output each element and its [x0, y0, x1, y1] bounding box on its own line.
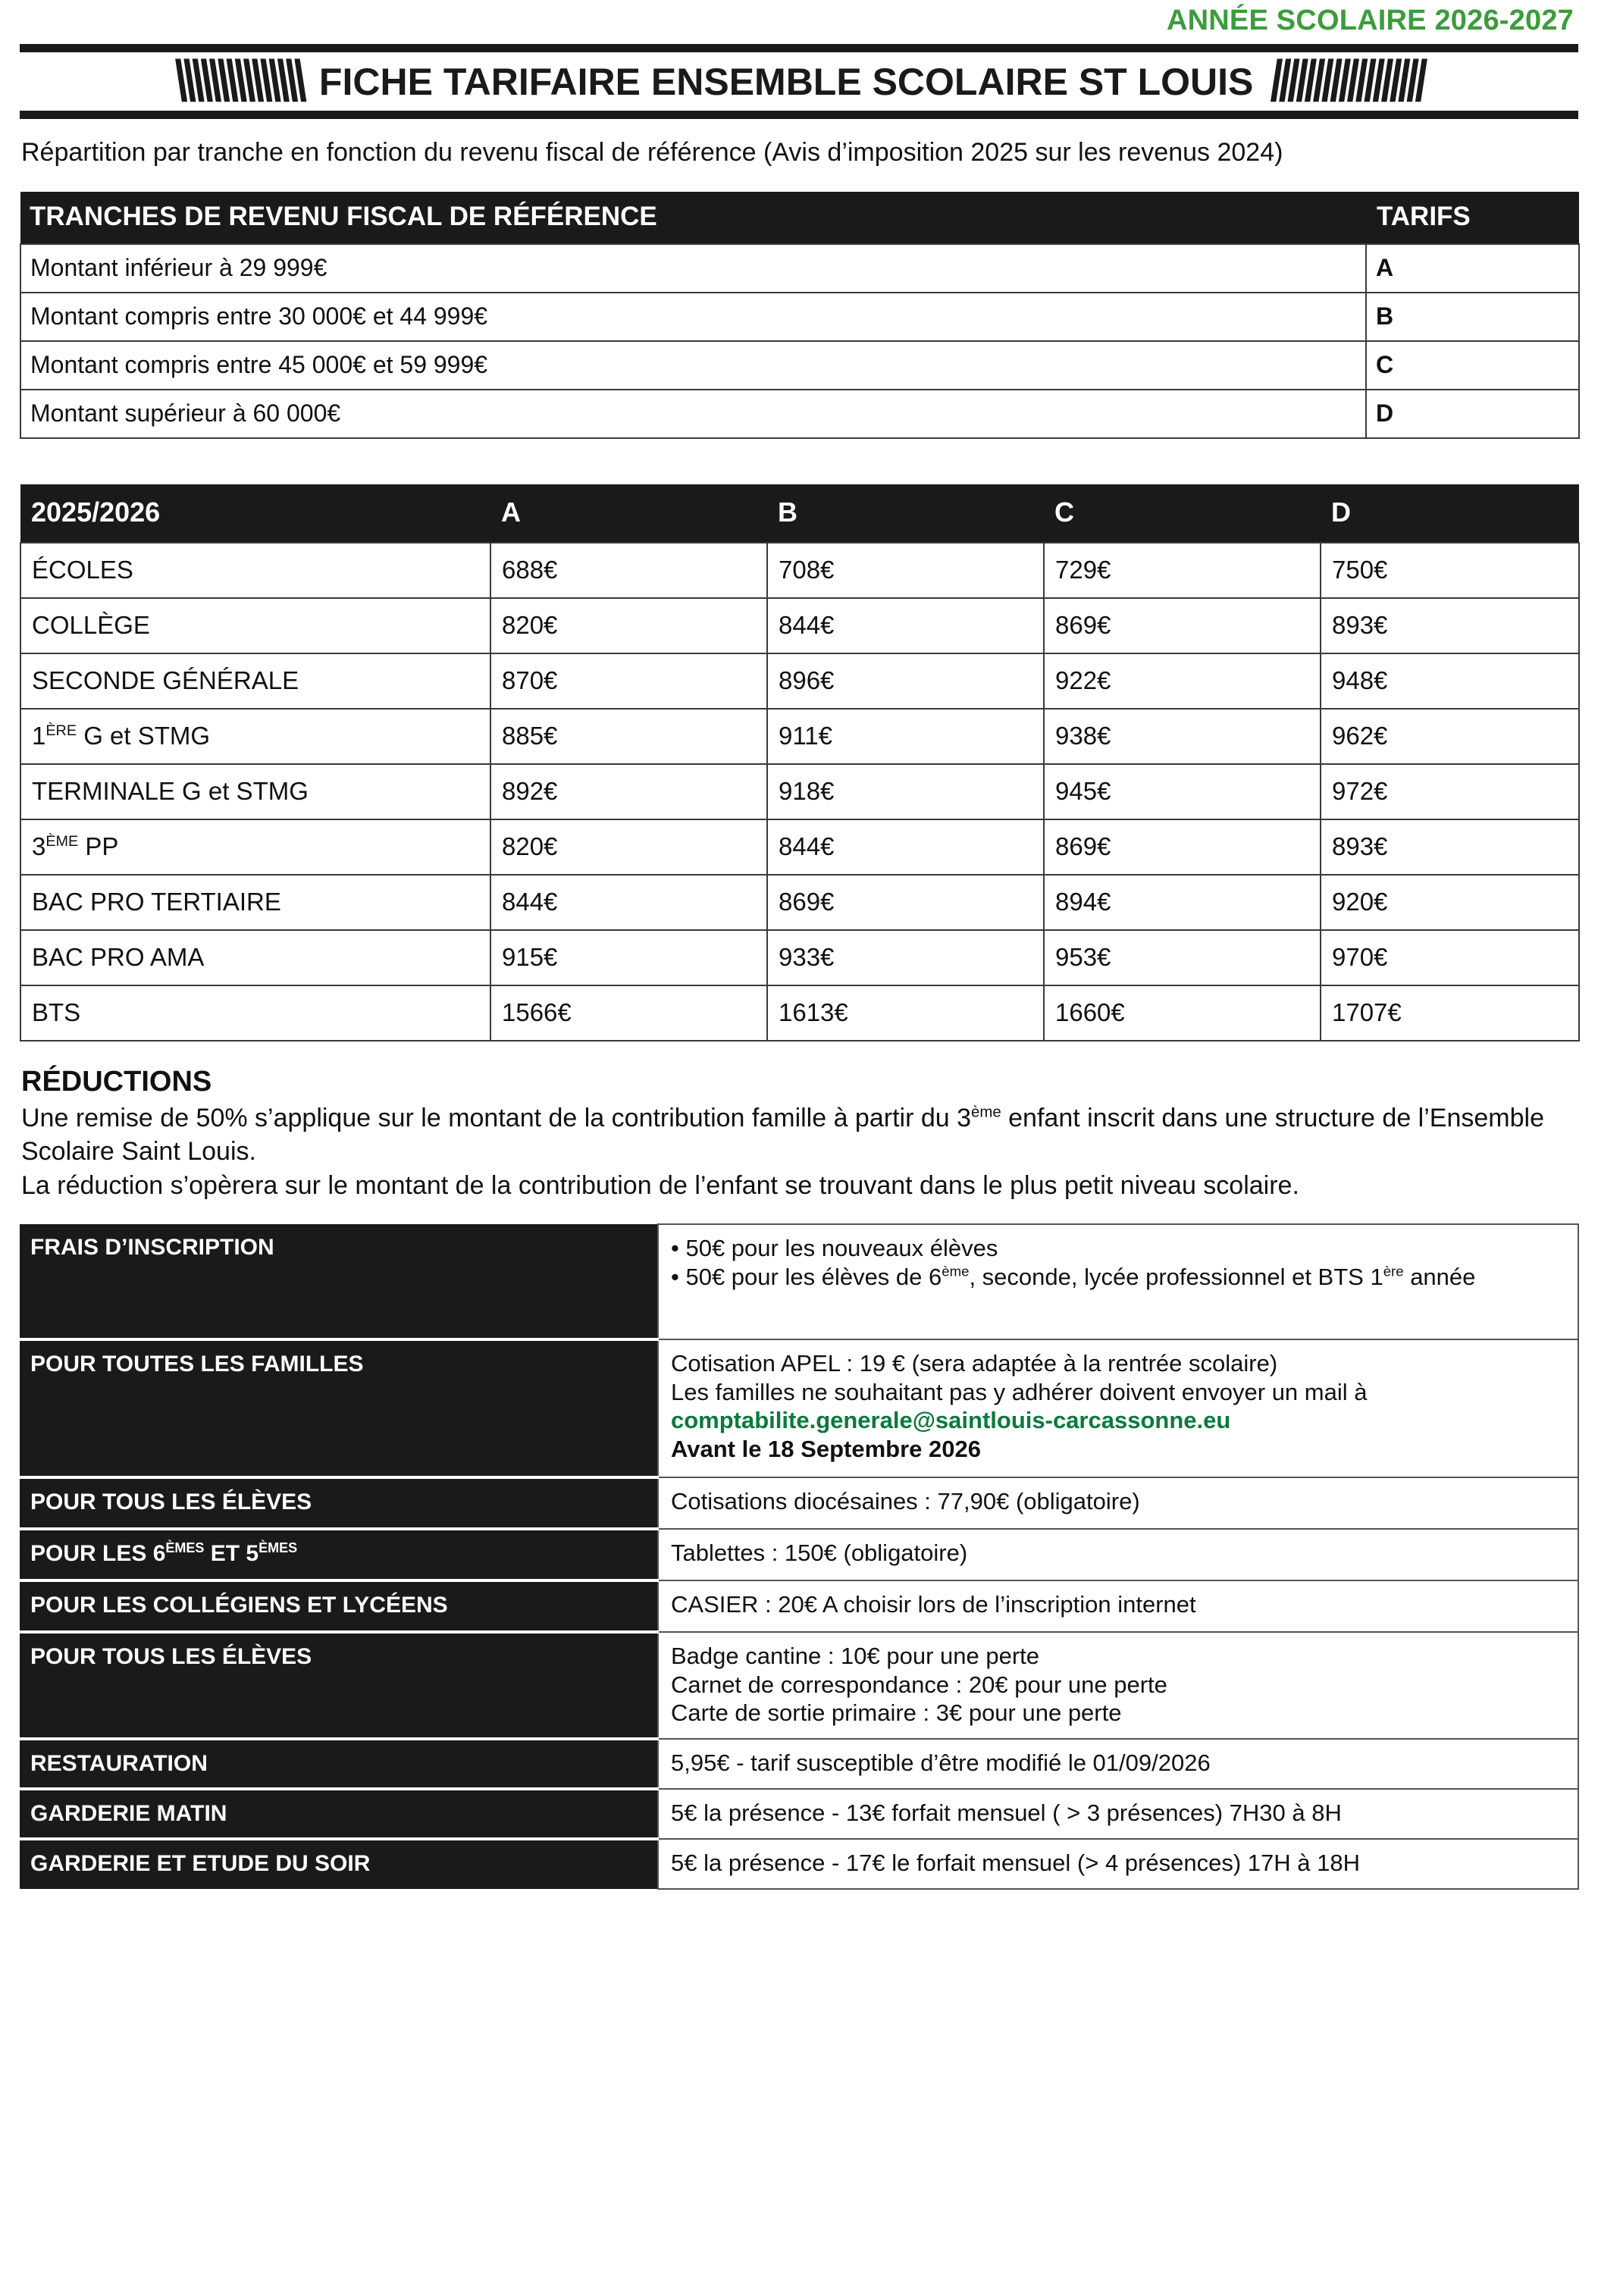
table-row: [20, 764, 1579, 819]
fees-row-inscription: [20, 1224, 1578, 1339]
hatch-right-decoration: //////////////////: [1270, 49, 1424, 113]
casier-line-1: CASIER : 20€ A choisir lors de l’inscription internet: [671, 1590, 1196, 1618]
fees-row-garderie-matin: [20, 1789, 1578, 1839]
accounting-email-link[interactable]: comptabilite.generale@saintlouis-carcassonne.eu: [671, 1407, 1231, 1434]
school-year-label: ANNÉE SCOLAIRE 2026-2027: [1166, 5, 1574, 36]
bracket-tarif: B: [1366, 293, 1579, 341]
tariff-cell-d: 962€: [1321, 709, 1579, 764]
fees-key-garderie-matin: GARDERIE MATIN: [20, 1789, 658, 1839]
tariff-cell-a: 688€: [490, 543, 767, 598]
fees-value-pertes: [658, 1632, 1578, 1739]
tariff-cell-b: 933€: [767, 930, 1044, 985]
fees-key-garderie-soir: GARDERIE ET ETUDE DU SOIR: [20, 1839, 658, 1889]
tariff-label-rest: PP: [78, 832, 119, 860]
tariff-cell-c: 938€: [1044, 709, 1321, 764]
tariff-cell-c: 869€: [1044, 819, 1321, 875]
familles-line-1: Cotisation APEL : 19 € (sera adaptée à la rentrée scolaire): [671, 1349, 1278, 1377]
tariff-cell-a: 870€: [490, 653, 767, 709]
fees-row-casier: [20, 1580, 1578, 1632]
fees-row-tablettes: [20, 1529, 1578, 1580]
table-row: [20, 293, 1579, 341]
fees-value-restauration: [658, 1739, 1578, 1789]
table-row: [20, 819, 1579, 875]
title-banner: [20, 44, 1578, 119]
reductions-line-1: [21, 1101, 1577, 1168]
table-row: [20, 598, 1579, 653]
fees-key-casier: POUR LES COLLÉGIENS ET LYCÉENS: [20, 1580, 658, 1632]
tariff-cell-c: 922€: [1044, 653, 1321, 709]
bracket-range: Montant compris entre 45 000€ et 59 999€: [20, 341, 1366, 390]
fees-key-restauration: RESTAURATION: [20, 1739, 658, 1789]
tariff-cell-d: 893€: [1321, 598, 1579, 653]
tariff-row-label: BAC PRO TERTIAIRE: [20, 875, 490, 930]
tariff-cell-a: 820€: [490, 819, 767, 875]
tariff-cell-a: 844€: [490, 875, 767, 930]
tariff-label-rest: G et STMG: [77, 721, 211, 750]
fees-row-diocesaines: [20, 1477, 1578, 1529]
tariff-col-header-b: B: [767, 484, 1044, 543]
pertes-line-2: Carnet de correspondance : 20€ pour une perte: [671, 1671, 1167, 1698]
fees-value-garderie-matin: [658, 1789, 1578, 1839]
reductions-line-1-sup: ème: [971, 1104, 1001, 1121]
tariff-cell-b: 1613€: [767, 985, 1044, 1041]
fees-row-pertes: [20, 1632, 1578, 1739]
tariff-row-label: TERMINALE G et STMG: [20, 764, 490, 819]
tariff-cell-c: 945€: [1044, 764, 1321, 819]
fees-key-familles: POUR TOUTES LES FAMILLES: [20, 1339, 658, 1477]
reductions-body: [21, 1101, 1577, 1202]
table-header-row: [20, 192, 1579, 244]
tablettes-sup-6emes: ÈMES: [165, 1540, 205, 1555]
tablettes-line-1: Tablettes : 150€ (obligatoire): [671, 1539, 968, 1566]
fees-row-garderie-soir: [20, 1839, 1578, 1889]
bracket-tarif: D: [1366, 390, 1579, 438]
tariff-table: [20, 484, 1580, 1042]
tariff-cell-c: 1660€: [1044, 985, 1321, 1041]
tariff-col-header-year: 2025/2026: [20, 484, 490, 543]
page-title: FICHE TARIFAIRE ENSEMBLE SCOLAIRE ST LOUIS: [318, 60, 1254, 103]
tariff-cell-a: 820€: [490, 598, 767, 653]
fees-key-diocesaines: POUR TOUS LES ÉLÈVES: [20, 1477, 658, 1529]
tariff-label-sup: ÈME: [45, 832, 79, 850]
fees-value-inscription: [658, 1224, 1578, 1339]
tariff-cell-c: 953€: [1044, 930, 1321, 985]
tariff-cell-b: 869€: [767, 875, 1044, 930]
tariff-label-sup: ÈRE: [45, 722, 77, 739]
inscription-sup-1ere: ère: [1383, 1263, 1404, 1280]
reductions-title: RÉDUCTIONS: [21, 1066, 212, 1098]
tariff-cell-a: 892€: [490, 764, 767, 819]
tariff-col-header-d: D: [1321, 484, 1579, 543]
tariff-cell-d: 972€: [1321, 764, 1579, 819]
inscription-bullet-2: • 50€ pour les élèves de 6ème, seconde, lycée professionnel et BTS 1ère année: [671, 1263, 1476, 1290]
inscription-sup-6eme: ème: [942, 1263, 970, 1280]
table-row: [20, 244, 1579, 293]
fees-key-pertes: POUR TOUS LES ÉLÈVES: [20, 1632, 658, 1739]
table-row: [20, 985, 1579, 1041]
bracket-range: Montant inférieur à 29 999€: [20, 244, 1366, 293]
bracket-range: Montant compris entre 30 000€ et 44 999€: [20, 293, 1366, 341]
intro-paragraph: Répartition par tranche en fonction du revenu fiscal de référence (Avis d’imposition 2025 sur les revenus 2024): [21, 138, 1283, 167]
tariff-row-label: COLLÈGE: [20, 598, 490, 653]
inscription-bullet-1: • 50€ pour les nouveaux élèves: [671, 1234, 998, 1261]
fees-value-familles: [658, 1339, 1578, 1477]
familles-line-2: Les familles ne souhaitant pas y adhérer doivent envoyer un mail à comptabilite.generale@saintlouis-carcassonne.eu: [671, 1378, 1368, 1434]
table-row: [20, 653, 1579, 709]
tariff-row-label: [20, 819, 490, 875]
income-brackets-table: [20, 192, 1580, 439]
reductions-line-1-b: enfant inscrit dans une structure de l’Ensemble Scolaire Saint Louis.: [21, 1104, 1544, 1167]
tariff-cell-b: 911€: [767, 709, 1044, 764]
tablettes-sup-5emes: ÈMES: [258, 1540, 298, 1555]
tariff-col-header-c: C: [1044, 484, 1321, 543]
tariff-label-base: 1: [32, 721, 46, 750]
fees-key-inscription: FRAIS D’INSCRIPTION: [20, 1224, 658, 1339]
fees-row-familles: [20, 1339, 1578, 1477]
tariff-cell-d: 948€: [1321, 653, 1579, 709]
garderie-soir-line-1: 5€ la présence - 17€ le forfait mensuel (> 4 présences) 17H à 18H: [671, 1850, 1360, 1877]
fees-table: [20, 1223, 1579, 1890]
tariff-row-label: BAC PRO AMA: [20, 930, 490, 985]
tariff-cell-d: 750€: [1321, 543, 1579, 598]
tariff-table-body: [20, 543, 1579, 1041]
reductions-line-1-a: Une remise de 50% s’applique sur le montant de la contribution famille à partir du 3: [21, 1104, 972, 1133]
hatch-left-decoration: \\\\\\\\\\\\\\\: [174, 49, 302, 113]
table-row: [20, 930, 1579, 985]
tariff-cell-a: 915€: [490, 930, 767, 985]
tariff-col-header-a: A: [490, 484, 767, 543]
table-row: [20, 709, 1579, 764]
tariff-cell-b: 844€: [767, 598, 1044, 653]
table-row: [20, 543, 1579, 598]
tariff-cell-d: 1707€: [1321, 985, 1579, 1041]
table-row: [20, 875, 1579, 930]
fees-row-restauration: [20, 1739, 1578, 1789]
table-row: [20, 341, 1579, 390]
garderie-matin-line-1: 5€ la présence - 13€ forfait mensuel ( > 3 présences) 7H30 à 8H: [671, 1800, 1342, 1827]
fees-value-diocesaines: [658, 1477, 1578, 1529]
tariff-row-label: SECONDE GÉNÉRALE: [20, 653, 490, 709]
tariff-label-base: 3: [32, 832, 46, 860]
tariff-header-row: [20, 484, 1579, 543]
tariff-cell-c: 729€: [1044, 543, 1321, 598]
tariff-cell-b: 918€: [767, 764, 1044, 819]
restauration-line-1: 5,95€ - tarif susceptible d’être modifié le 01/09/2026: [671, 1749, 1211, 1777]
fees-value-garderie-soir: [658, 1839, 1578, 1889]
pertes-line-1: Badge cantine : 10€ pour une perte: [671, 1642, 1040, 1669]
diocesaines-line-1: Cotisations diocésaines : 77,90€ (obligatoire): [671, 1487, 1140, 1514]
fees-key-tablettes: POUR LES 6ÈMES ET 5ÈMES: [20, 1529, 658, 1580]
tariff-cell-b: 896€: [767, 653, 1044, 709]
tariff-row-label: [20, 709, 490, 764]
col-header-tarifs: TARIFS: [1366, 192, 1579, 244]
tariff-cell-d: 970€: [1321, 930, 1579, 985]
tariff-cell-c: 869€: [1044, 598, 1321, 653]
table-row: [20, 390, 1579, 438]
tariff-cell-b: 708€: [767, 543, 1044, 598]
tariff-row-label: BTS: [20, 985, 490, 1041]
bracket-tarif: A: [1366, 244, 1579, 293]
tariff-cell-b: 844€: [767, 819, 1044, 875]
bracket-tarif: C: [1366, 341, 1579, 390]
fees-value-casier: [658, 1580, 1578, 1632]
tariff-cell-d: 920€: [1321, 875, 1579, 930]
tariff-cell-a: 885€: [490, 709, 767, 764]
col-header-brackets: TRANCHES DE REVENU FISCAL DE RÉFÉRENCE: [20, 192, 1366, 244]
tariff-cell-a: 1566€: [490, 985, 767, 1041]
bracket-range: Montant supérieur à 60 000€: [20, 390, 1366, 438]
familles-deadline: Avant le 18 Septembre 2026: [671, 1436, 981, 1463]
reductions-line-2: La réduction s’opèrera sur le montant de la contribution de l’enfant se trouvant dans le plus petit niveau scolaire.: [21, 1170, 1299, 1200]
tariff-row-label: ÉCOLES: [20, 543, 490, 598]
tariff-cell-d: 893€: [1321, 819, 1579, 875]
pertes-line-3: Carte de sortie primaire : 3€ pour une perte: [671, 1699, 1122, 1727]
tariff-cell-c: 894€: [1044, 875, 1321, 930]
fees-value-tablettes: [658, 1529, 1578, 1580]
